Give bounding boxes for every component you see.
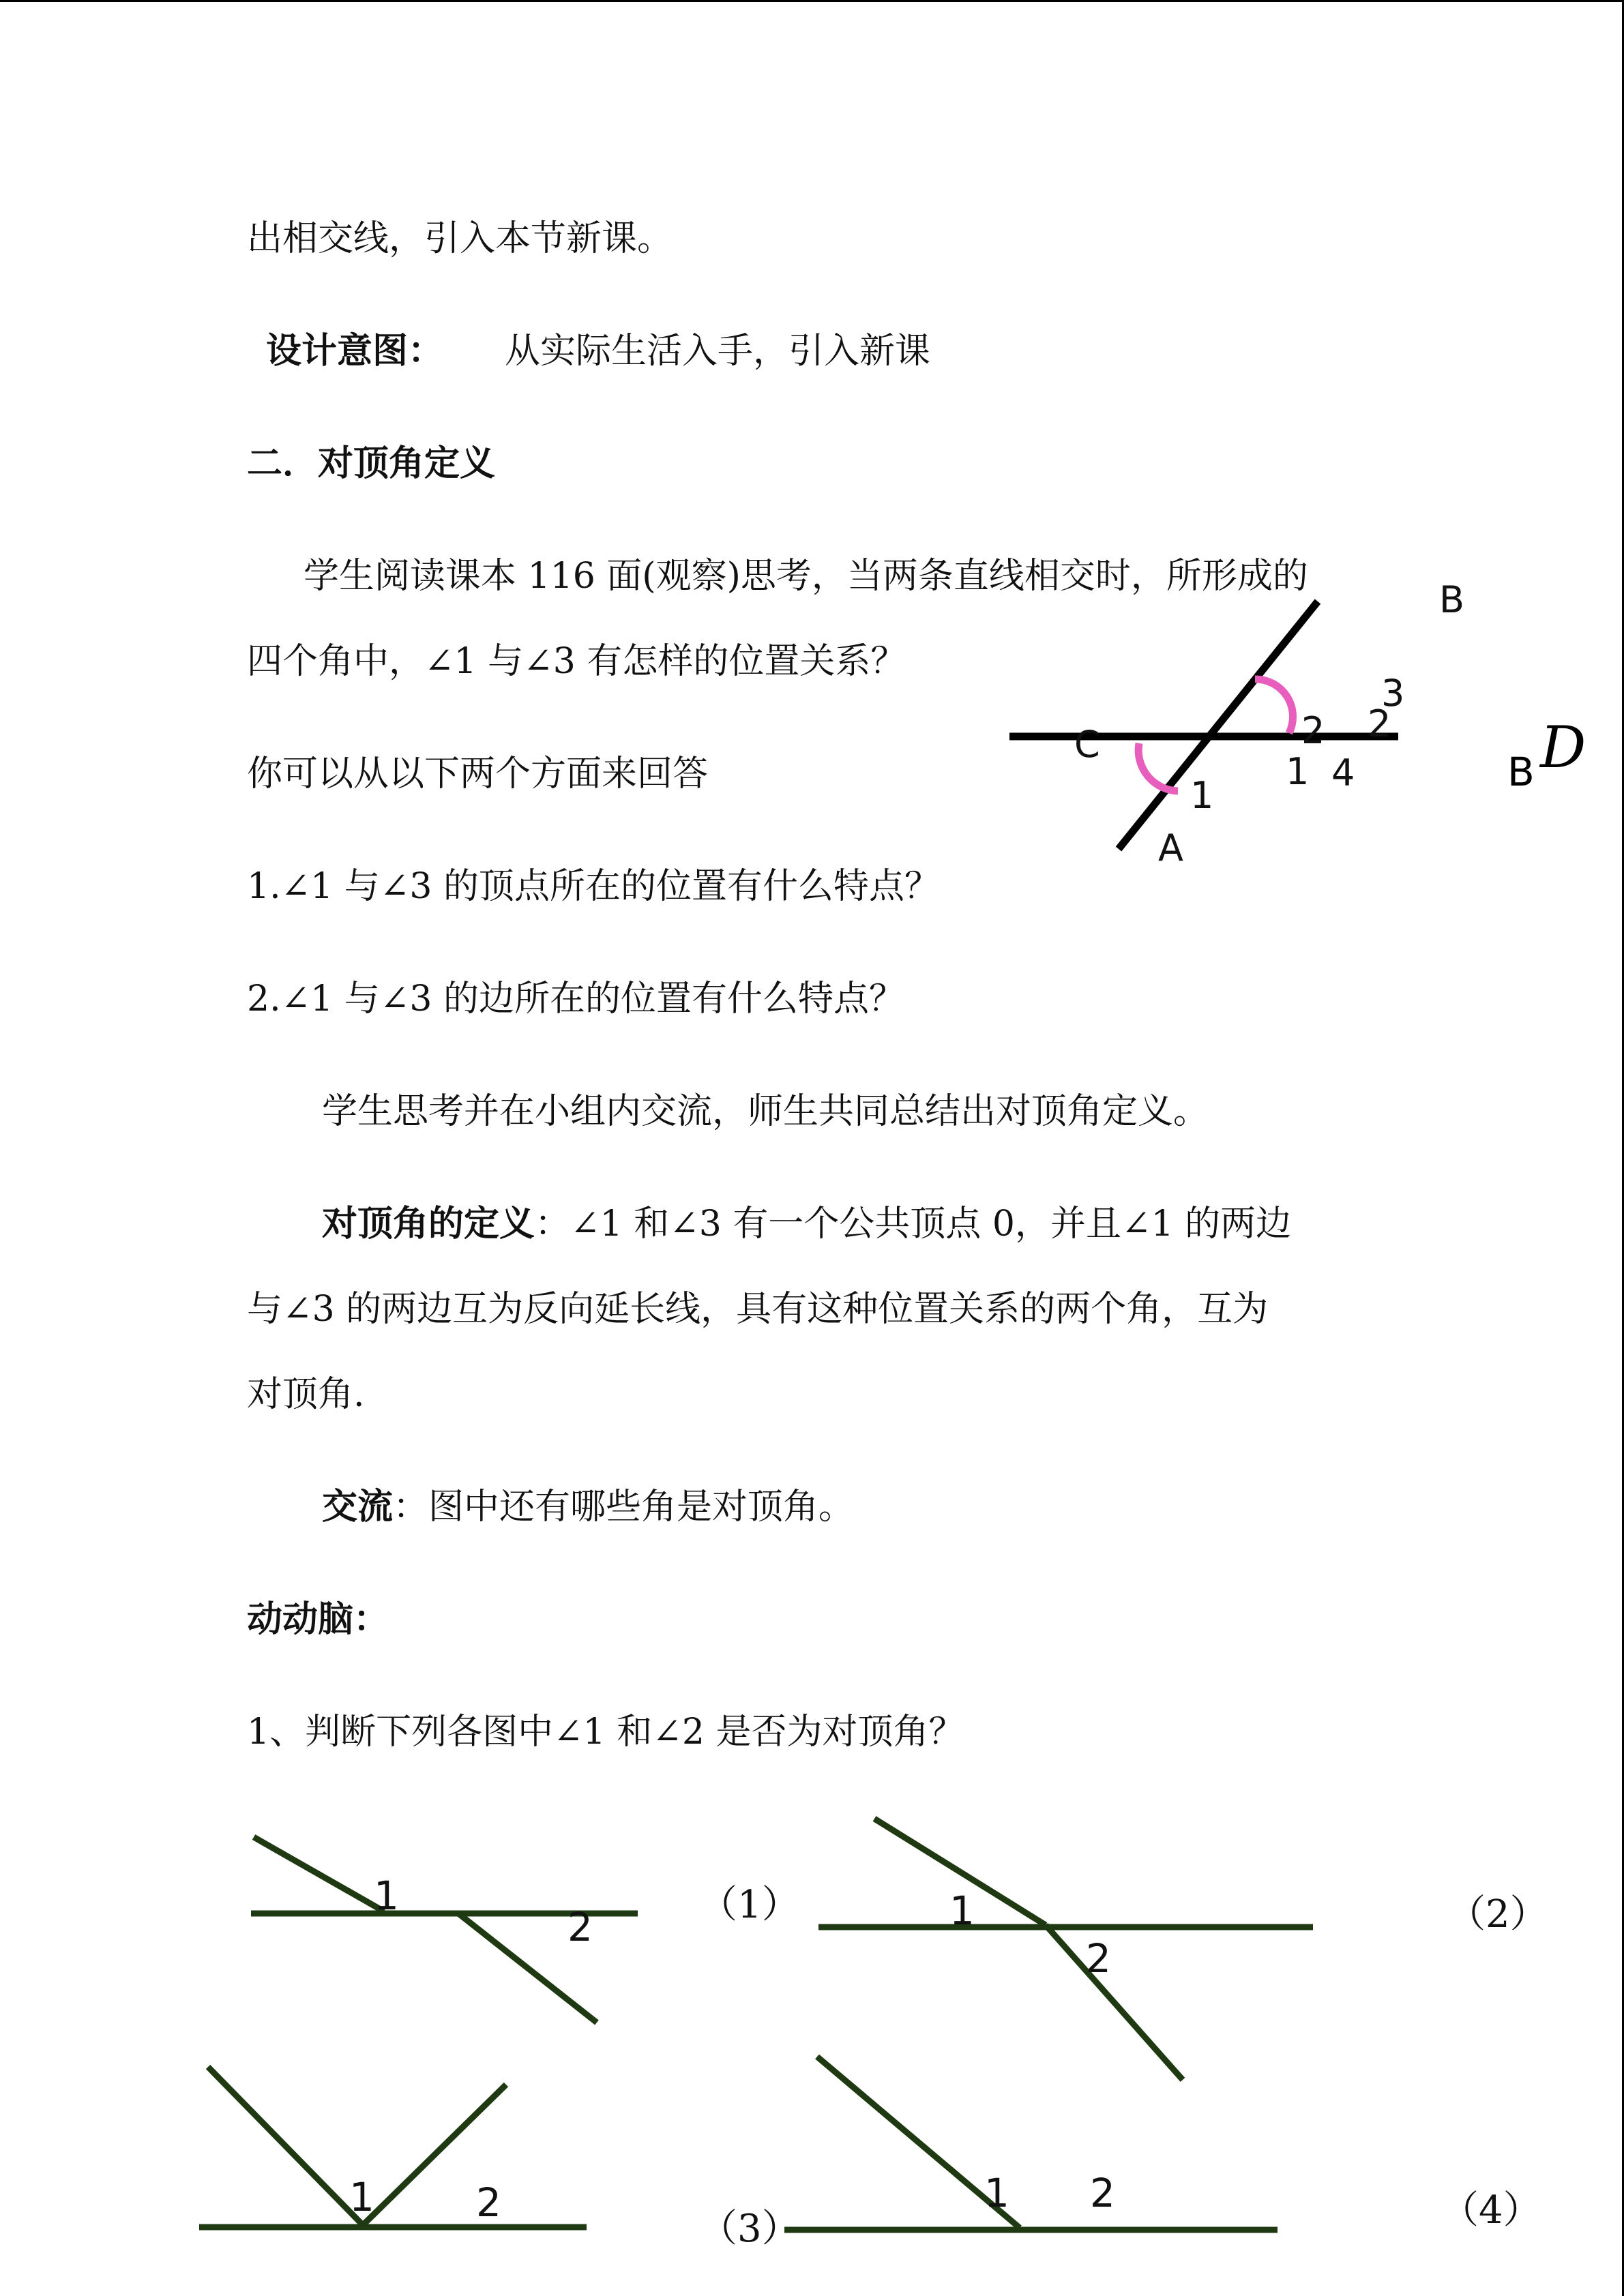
fig3-caption: （3） [699,2207,800,2251]
label-angle-1b: 1 [1286,750,1310,793]
exchange-label: 交流 [322,1486,394,1527]
fig1-angle-2: 2 [567,1904,593,1950]
fig1-ray-1 [254,1837,384,1911]
exchange-text: ：图中还有哪些角是对顶角。 [393,1487,855,1527]
label-a: A [1158,826,1183,869]
exercise-question: 1、判断下列各图中∠1 和∠2 是否为对顶角？ [247,1712,964,1753]
fig3-angle-2: 2 [476,2179,501,2226]
label-angle-2b: 2 [1368,702,1391,745]
fig3-ray-1 [208,2067,363,2225]
label-angle-4: 4 [1331,751,1355,794]
fig2-caption: （2） [1447,1892,1548,1937]
text-line-9: 学生思考并在小组内交流，师生共同总结出对顶角定义。 [322,1091,1209,1132]
label-b: B [1439,578,1465,621]
text-line-6: 你可以从以下两个方面来回答 [247,754,709,794]
text-line-1: 出相交线，引入本节新课。 [247,218,673,259]
question-2: 2.∠1 与∠3 的边所在的位置有什么特点？ [247,979,904,1019]
definition-line-2: 与∠3 的两边互为反向延长线，具有这种位置关系的两个角，互为 [247,1289,1269,1330]
fig3-angle-1: 1 [349,2174,374,2220]
label-b2: B [1507,749,1535,795]
fig2-angle-1: 1 [949,1888,975,1934]
fig2-ray-2 [1046,1925,1183,2080]
design-intent-label: 设计意图： [266,330,444,372]
text-line-5: 四个角中，∠1 与∠3 有怎样的位置关系？ [247,641,906,682]
label-angle-2: 2 [1301,709,1325,752]
label-c: C [1074,723,1100,766]
label-angle-3: 3 [1381,672,1405,715]
section-heading: 二．对顶角定义 [247,443,496,484]
definition-line-3: 对顶角. [247,1374,365,1415]
fig1-caption: （1） [699,1883,800,1927]
text-line-4: 学生阅读课本 116 面(观察)思考，当两条直线相交时，所形成的 [304,556,1308,597]
definition-text: ：∠1 和∠3 有一个公共顶点 0，并且∠1 的两边 [535,1204,1292,1244]
label-d: D [1540,714,1586,781]
fig4-caption: （4） [1441,2188,1541,2233]
fig2-angle-2: 2 [1086,1935,1111,1982]
fig1-angle-1: 1 [374,1873,399,1919]
fig4-angle-2: 2 [1090,2170,1115,2216]
question-1: 1.∠1 与∠3 的顶点所在的位置有什么特点？ [247,866,940,907]
definition-label: 对顶角的定义 [322,1203,535,1244]
brain-exercise-heading: 动动脑： [247,1598,389,1640]
fig4-angle-1: 1 [984,2170,1009,2216]
label-angle-1: 1 [1190,774,1214,817]
design-intent-text: 从实际生活入手，引入新课 [505,331,931,372]
